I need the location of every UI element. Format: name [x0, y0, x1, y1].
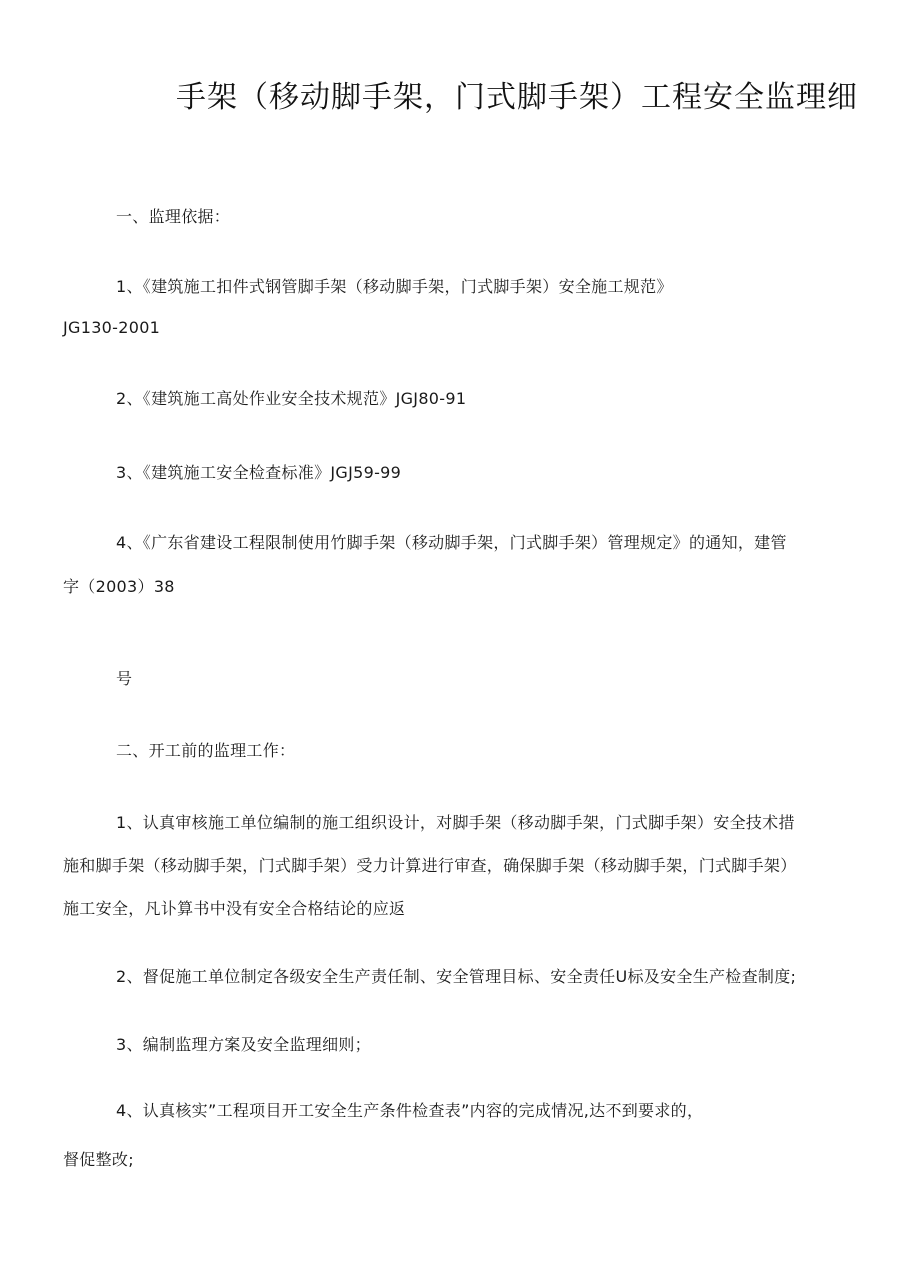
section1-item1-line1: 1、《建筑施工扣件式钢管脚手架（移动脚手架，门式脚手架）安全施工规范》 [116, 277, 673, 296]
section2-heading: 二、开工前的监理工作： [116, 741, 296, 760]
section2-item3: 3、编制监理方案及安全监理细则； [116, 1035, 371, 1054]
section1-item4-line2: 字（2003）38 [63, 577, 175, 596]
section2-item1-line1: 1、认真审核施工单位编制的施工组织设计，对脚手架（移动脚手架，门式脚手架）安全技术措 [116, 813, 795, 832]
section2-item4-line2: 督促整改; [63, 1150, 134, 1169]
section2-item1-line3: 施工安全，凡讣算书中没有安全合格结论的应返 [63, 899, 406, 918]
section2-item1-line2: 施和脚手架（移动脚手架，门式脚手架）受力计算进行审查，确保脚手架（移动脚手架，门式脚手架） [63, 856, 797, 875]
section1-item3: 3、《建筑施工安全检查标准》JGJ59-99 [116, 463, 402, 482]
section1-item2: 2、《建筑施工高处作业安全技术规范》JGJ80-91 [116, 389, 467, 408]
document-title: 手架（移动脚手架，门式脚手架）工程安全监理细 [176, 80, 858, 115]
section1-item1-line2: JG130-2001 [63, 318, 161, 337]
section1-item4-line3: 号 [116, 669, 133, 688]
section1-item4-line1: 4、《广东省建设工程限制使用竹脚手架（移动脚手架，门式脚手架）管理规定》的通知，建管 [116, 533, 787, 552]
section2-item4-line1: 4、认真核实”工程项目开工安全生产条件检查表”内容的完成情况,达不到要求的， [116, 1101, 704, 1120]
section1-heading: 一、监理依据： [116, 207, 231, 226]
section2-item2: 2、督促施工单位制定各级安全生产责任制、安全管理目标、安全责任U标及安全生产检查制度; [116, 967, 797, 986]
